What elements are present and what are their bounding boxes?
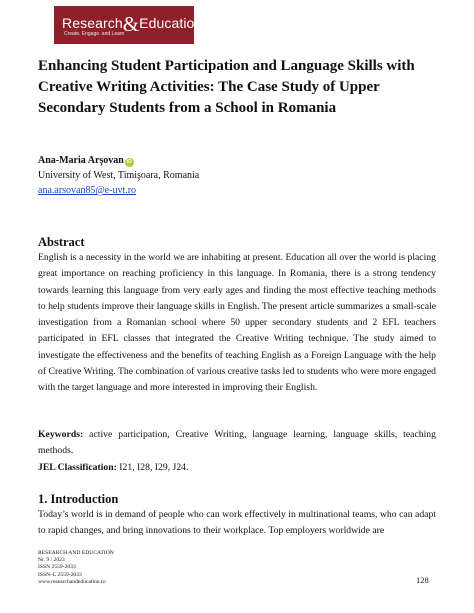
footer-issue: Nr. 9 / 2023: [38, 557, 65, 564]
footer-website[interactable]: www.researchandeducation.ro: [38, 578, 106, 585]
logo-education: Education: [139, 15, 203, 31]
page-footer: [38, 550, 238, 586]
abstract-text: English is a necessity in the world we are inhabiting at present. Education all over the world is placing great importance on reaching proficiency in this language. In Romania, there is a strong tendency towards learning this language from very early ages and finding the most effective teaching methods to help students improve their language skills in English. The present article summarizes a small-scale investigation from a Romanian school where 50 upper secondary students and 2 EFL teachers participated in EFL classes that integrated the Creative Writing technique. The study aimed to investigate the effectiveness and the benefits of teaching English as a Foreign Language with the help of Creative Writing. The combination of various creative tasks led to students who were more engaged with the target language and more interested in improving their English.: [38, 252, 436, 394]
keywords-label: Keywords:: [38, 429, 84, 440]
introduction-heading: 1. Introduction: [38, 492, 119, 506]
journal-logo: [54, 6, 203, 44]
keywords-block: [38, 427, 436, 476]
keywords-text: active participation, Creative Writing, language learning, language skills, teaching methods.: [38, 429, 436, 457]
logo-ampersand: &: [122, 12, 140, 36]
author-affiliation: University of West, Timişoara, Romania: [38, 170, 200, 181]
page-number: 128: [416, 575, 429, 585]
author-name: Ana-Maria Arşovan: [38, 155, 124, 166]
footer-issn-l: ISSN–L 2559-2033: [38, 571, 82, 578]
introduction-text: Today’s world is in demand of people who can work effectively in multinational teams, who can adapt to rapid changes, and bring innovations to their workplace. Top employers worldwide are: [38, 509, 436, 537]
footer-issn: ISSN 2559-2033: [38, 564, 76, 571]
footer-journal: RESEARCH AND EDUCATION: [38, 550, 114, 556]
author-block: [38, 153, 338, 198]
abstract-heading: Abstract: [38, 235, 85, 249]
jel-text: I21, I28, I29, J24.: [116, 461, 189, 473]
author-email-link[interactable]: ana.arsovan85@e-uvt.ro: [38, 185, 137, 196]
paper-title: Enhancing Student Participation and Language Skills with Creative Writing Activities: The Case Study of Upper Secondary Students from a School in Romania: [38, 58, 415, 116]
logo-tagline: Create. Engage. and Learn: [64, 31, 125, 37]
logo-research: Research: [62, 15, 123, 31]
jel-label: JEL Classification:: [38, 461, 117, 473]
orcid-icon[interactable]: iD: [126, 159, 132, 165]
